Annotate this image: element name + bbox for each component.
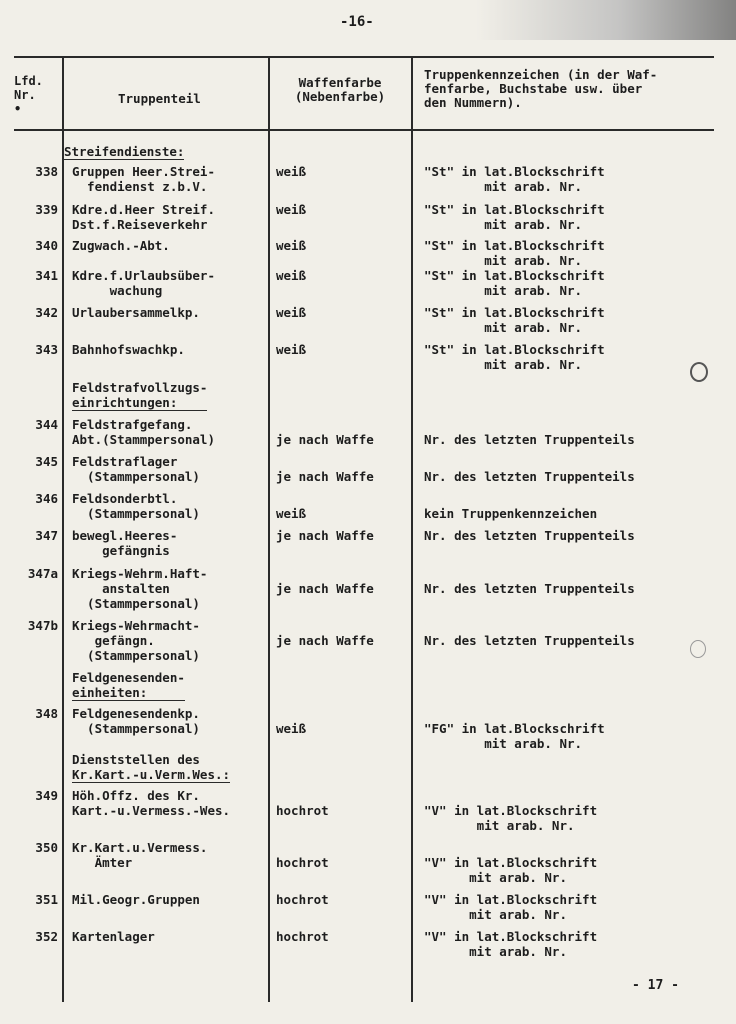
row-mark: "V" in lat.Blockschrift mit arab. Nr. <box>424 803 598 833</box>
row-color: je nach Waffe <box>276 581 374 596</box>
row-color: je nach Waffe <box>276 528 374 543</box>
punch-hole <box>690 362 708 382</box>
scan-shadow <box>476 0 736 40</box>
punch-hole <box>690 640 706 658</box>
section-title: Dienststellen des Kr.Kart.-u.Verm.Wes.: <box>72 752 231 782</box>
row-unit: Zugwach.-Abt. <box>72 238 170 253</box>
row-number: 344 <box>35 417 58 432</box>
row-color: je nach Waffe <box>276 432 374 447</box>
row-mark: "FG" in lat.Blockschrift mit arab. Nr. <box>424 721 605 751</box>
row-mark: kein Truppenkennzeichen <box>424 506 598 521</box>
row-unit: Feldstrafgefang. Abt.(Stammpersonal) <box>72 417 215 447</box>
row-unit: Feldgenesendenkp. (Stammpersonal) <box>72 706 200 736</box>
row-number: 342 <box>35 305 58 320</box>
row-unit: Kriegs-Wehrm.Haft- anstalten (Stammpersonal) <box>72 566 208 611</box>
row-color: hochrot <box>276 892 329 907</box>
row-unit: Mil.Geogr.Gruppen <box>72 892 200 907</box>
row-number: 345 <box>35 454 58 469</box>
row-mark: "St" in lat.Blockschrift mit arab. Nr. <box>424 342 605 372</box>
row-unit: Feldstraflager (Stammpersonal) <box>72 454 200 484</box>
section-title: Streifendienste: <box>64 144 185 159</box>
row-unit: Urlaubersammelkp. <box>72 305 200 320</box>
row-unit: Kdre.d.Heer Streif. Dst.f.Reiseverkehr <box>72 202 215 232</box>
page-number: -16- <box>340 14 374 30</box>
header-unit: Truppenteil <box>118 91 201 106</box>
row-unit: Bahnhofswachkp. <box>72 342 185 357</box>
row-mark: "V" in lat.Blockschrift mit arab. Nr. <box>424 929 598 959</box>
row-number: 339 <box>35 202 58 217</box>
column-divider-3 <box>411 56 413 1002</box>
row-number: 348 <box>35 706 58 721</box>
row-unit: Kriegs-Wehrmacht- gefängn. (Stammpersonal) <box>72 618 200 663</box>
row-color: weiß <box>276 342 307 357</box>
row-number: 350 <box>35 840 58 855</box>
row-number: 346 <box>35 491 58 506</box>
row-color: weiß <box>276 305 307 320</box>
row-color: hochrot <box>276 803 329 818</box>
header-mark: Truppenkennzeichen (in der Waf- fenfarbe, Buchstabe usw. über den Nummern). <box>424 67 658 110</box>
row-mark: "St" in lat.Blockschrift mit arab. Nr. <box>424 268 605 298</box>
row-color: je nach Waffe <box>276 469 374 484</box>
row-number: 351 <box>35 892 58 907</box>
row-color: je nach Waffe <box>276 633 374 648</box>
row-color: weiß <box>276 506 307 521</box>
row-number: 352 <box>35 929 58 944</box>
row-mark: Nr. des letzten Truppenteils <box>424 469 635 484</box>
row-color: weiß <box>276 268 307 283</box>
row-mark: Nr. des letzten Truppenteils <box>424 633 635 648</box>
row-mark: "St" in lat.Blockschrift mit arab. Nr. <box>424 164 605 194</box>
row-number: 347 <box>35 528 58 543</box>
row-unit: Kdre.f.Urlaubsüber- wachung <box>72 268 215 298</box>
row-unit: Kr.Kart.u.Vermess. Ämter <box>72 840 208 870</box>
column-divider-1 <box>62 56 64 1002</box>
header-color: Waffenfarbe (Nebenfarbe) <box>294 75 386 104</box>
table-top-rule <box>14 56 714 58</box>
row-unit: bewegl.Heeres- gefängnis <box>72 528 178 558</box>
header-bottom-rule <box>14 129 714 131</box>
row-mark: "St" in lat.Blockschrift mit arab. Nr. <box>424 305 605 335</box>
row-color: weiß <box>276 202 307 217</box>
column-divider-2 <box>268 56 270 1002</box>
row-mark: Nr. des letzten Truppenteils <box>424 581 635 596</box>
row-mark: "V" in lat.Blockschrift mit arab. Nr. <box>424 855 598 885</box>
row-number: 340 <box>35 238 58 253</box>
row-unit: Gruppen Heer.Strei- fendienst z.b.V. <box>72 164 215 194</box>
section-title: Feldgenesenden- einheiten: <box>72 670 185 700</box>
row-number: 347a <box>27 566 58 581</box>
row-mark: "V" in lat.Blockschrift mit arab. Nr. <box>424 892 598 922</box>
row-mark: "St" in lat.Blockschrift mit arab. Nr. <box>424 238 605 268</box>
row-unit: Höh.Offz. des Kr. Kart.-u.Vermess.-Wes. <box>72 788 231 818</box>
row-color: weiß <box>276 721 307 736</box>
row-color: hochrot <box>276 929 329 944</box>
row-number: 349 <box>35 788 58 803</box>
row-mark: Nr. des letzten Truppenteils <box>424 432 635 447</box>
row-number: 338 <box>35 164 58 179</box>
row-number: 343 <box>35 342 58 357</box>
row-number: 341 <box>35 268 58 283</box>
row-mark: "St" in lat.Blockschrift mit arab. Nr. <box>424 202 605 232</box>
next-page-number: - 17 - <box>632 978 679 993</box>
row-color: weiß <box>276 238 307 253</box>
header-nr: Lfd. Nr. • <box>14 74 43 116</box>
section-title: Feldstrafvollzugs- einrichtungen: <box>72 380 208 410</box>
row-color: hochrot <box>276 855 329 870</box>
row-number: 347b <box>27 618 58 633</box>
row-color: weiß <box>276 164 307 179</box>
row-mark: Nr. des letzten Truppenteils <box>424 528 635 543</box>
row-unit: Feldsonderbtl. (Stammpersonal) <box>72 491 200 521</box>
row-unit: Kartenlager <box>72 929 155 944</box>
